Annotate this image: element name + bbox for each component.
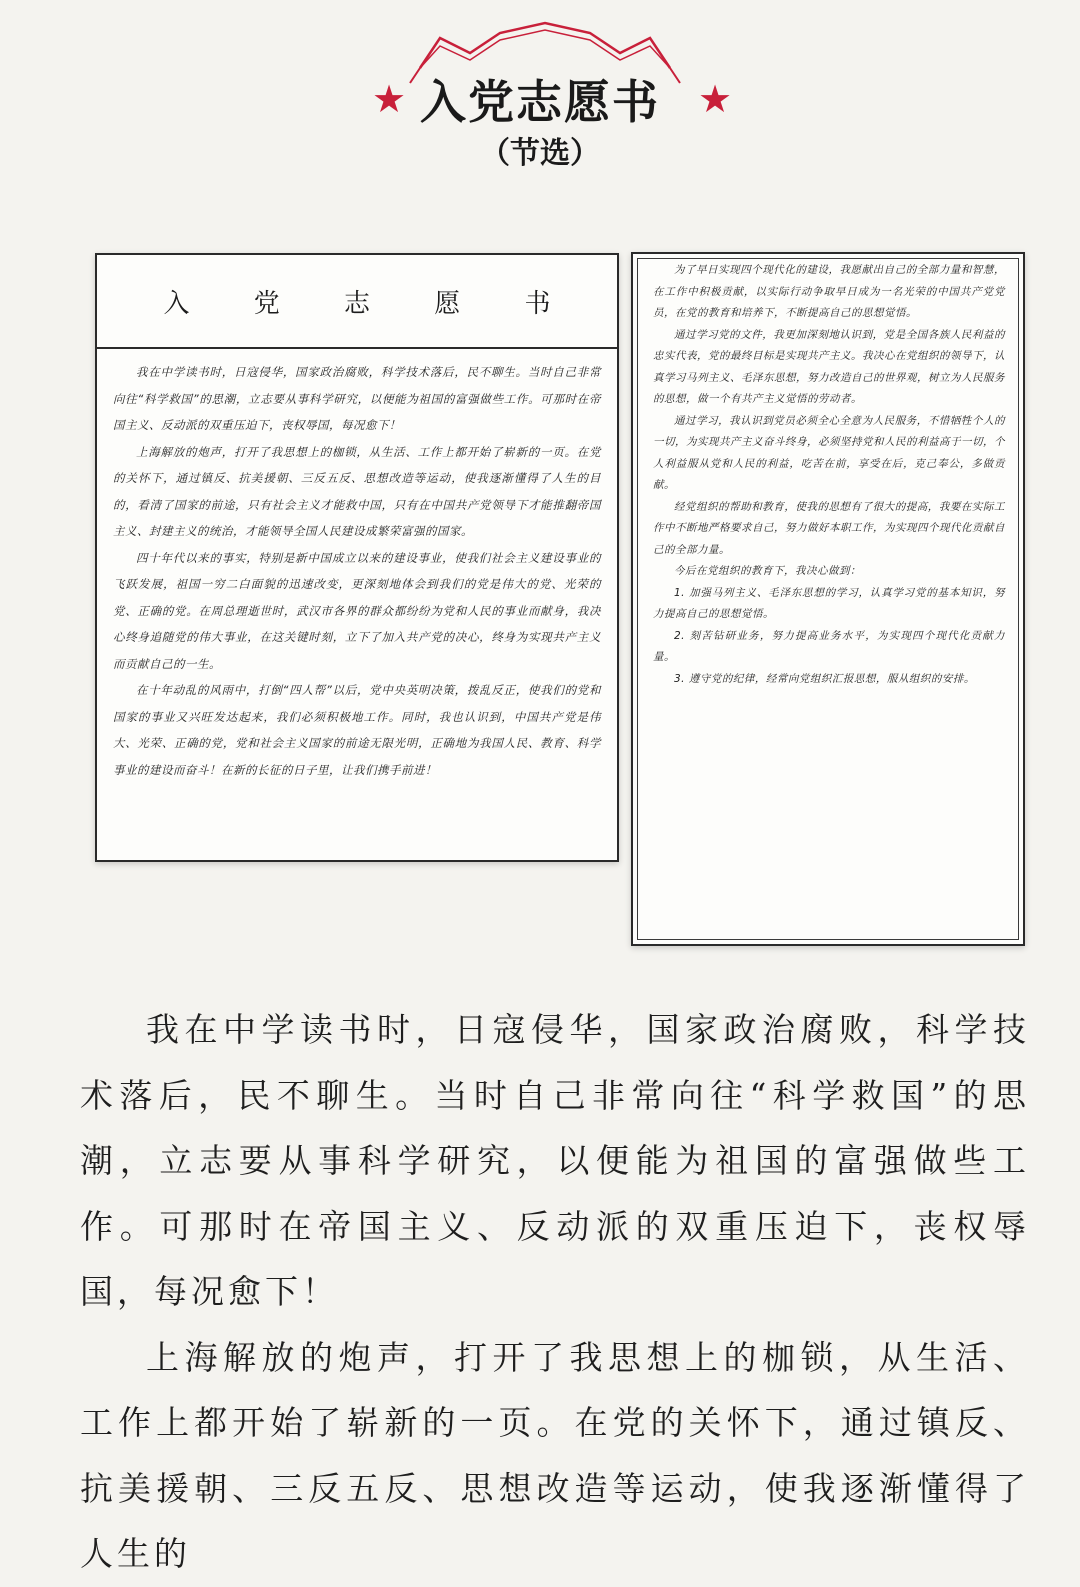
application-scan-right	[631, 252, 1025, 946]
handwritten-paragraph: 上海解放的炮声，打开了我思想上的枷锁，从生活、工作上都开始了崭新的一页。在党的关怀下，通过镇反、抗美援朝、三反五反、思想改造等运动，使我逐渐懂得了人生的目的，看清了国家的前途，只有社会主义才能救中国，只有在中国共产党领导下才能推翻帝国主义、封建主义的统治，才能领导全国人民建设成繁荣富强的国家。	[113, 444, 601, 538]
handwritten-paragraph: 通过学习，我认识到党员必须全心全意为人民服务，不惜牺牲个人的一切，为实现共产主义奋斗终身，必须坚持党和人民的利益高于一切，个人利益服从党和人民的利益，吃苦在前，享受在后，克己奉公，多做贡献。	[653, 414, 1005, 491]
handwritten-paragraph: 今后在党组织的教育下，我决心做到：	[674, 565, 861, 577]
page-border	[637, 258, 1019, 940]
application-form-heading: 入 党 志 愿 书	[97, 255, 617, 349]
handwritten-paragraph: 四十年代以来的事实，特别是新中国成立以来的建设事业，使我们社会主义建设事业的飞跃发展，祖国一穷二白面貌的迅速改变，更深刻地体会到我们的党是伟大的党、光荣的党、正确的党。在周总理逝世时，武汉市各界的群众都纷纷为党和人民的事业而献身，我决心终身追随党的伟大事业，在这关键时刻，立下了加入共产党的决心，终身为实现共产主义而贡献自己的一生。	[113, 550, 601, 671]
handwritten-paragraph: 经党组织的帮助和教育，使我的思想有了很大的提高，我要在实际工作中不断地严格要求自己，努力做好本职工作，为实现四个现代化贡献自己的全部力量。	[653, 500, 1005, 556]
body-paragraph: 上海解放的炮声，打开了我思想上的枷锁，从生活、工作上都开始了崭新的一页。在党的关怀下，通过镇反、抗美援朝、三反五反、思想改造等运动，使我逐渐懂得了人生的	[80, 1337, 1030, 1573]
page-subtitle: （节选）	[480, 136, 600, 171]
handwritten-paragraph: 在十年动乱的风雨中，打倒“四人帮”以后，党中央英明决策，拨乱反正，使我们的党和国家的事业又兴旺发达起来，我们必须积极地工作。同时，我也认识到，中国共产党是伟大、光荣、正确的党，党和社会主义国家的前途无限光明，正确地为我国人民、教育、科学事业的建设而奋斗！在新的长征的日子里，让我们携手前进！	[113, 683, 601, 777]
handwritten-paragraph: 3. 遵守党的纪律，经常向党组织汇报思想，服从组织的安排。	[674, 672, 975, 685]
handwritten-paragraph: 为了早日实现四个现代化的建设，我愿献出自己的全部力量和智慧，在工作中积极贡献，以实际行动争取早日成为一名光荣的中国共产党党员，在党的教育和培养下，不断提高自己的思想觉悟。	[653, 264, 1005, 319]
page-title: 入党志愿书	[420, 75, 660, 129]
star-icon: ★	[372, 77, 407, 121]
handwritten-paragraph: 我在中学读书时，日寇侵华，国家政治腐败，科学技术落后，民不聊生。当时自己非常向往“科学救国”的思潮，立志要从事科学研究，以便能为祖国的富强做些工作。可那时在帝国主义、反动派的双重压迫下，丧权辱国，每况愈下！	[113, 365, 601, 432]
body-paragraph: 我在中学读书时，日寇侵华，国家政治腐败，科学技术落后，民不聊生。当时自己非常向往“科学救国”的思潮，立志要从事科学研究，以便能为祖国的富强做些工作。可那时在帝国主义、反动派的双重压迫下，丧权辱国，每况愈下！	[80, 1010, 1030, 1311]
star-icon: ★	[698, 77, 733, 121]
handwritten-paragraph: 2. 刻苦钻研业务，努力提高业务水平，为实现四个现代化贡献力量。	[653, 629, 1005, 663]
handwritten-paragraph: 通过学习党的文件，我更加深刻地认识到，党是全国各族人民利益的忠实代表，党的最终目标是实现共产主义。我决心在党组织的领导下，认真学习马列主义、毛泽东思想，努力改造自己的世界观，树立为人民服务的思想，做一个有共产主义觉悟的劳动者。	[653, 328, 1005, 405]
handwritten-paragraph: 1. 加强马列主义、毛泽东思想的学习，认真学习党的基本知识，努力提高自己的思想觉悟。	[653, 586, 1005, 620]
transcription-body	[80, 997, 1030, 1587]
handwritten-text	[97, 349, 617, 783]
application-scan-left	[95, 253, 619, 862]
